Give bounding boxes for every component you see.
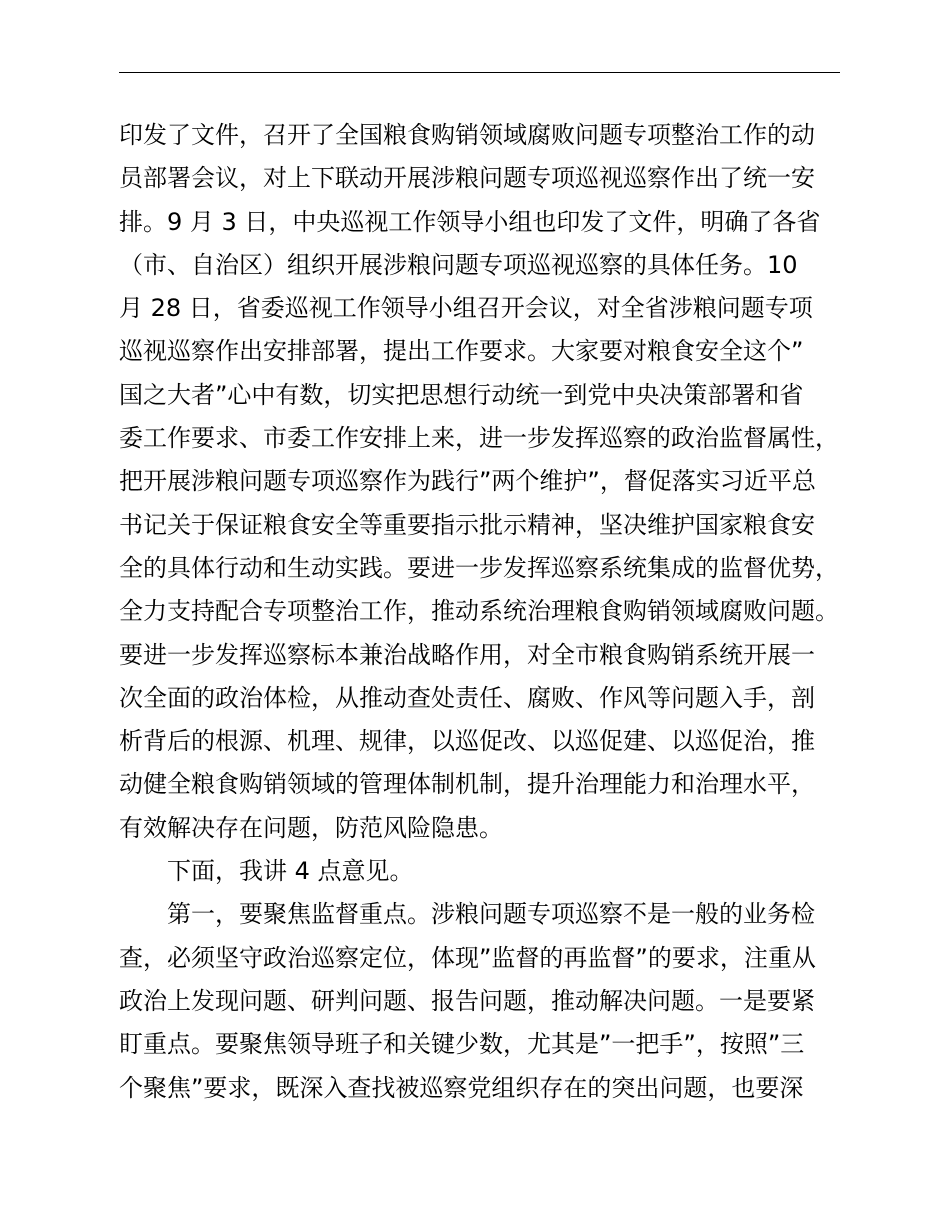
- text-line: 析背后的根源、机理、规律，以巡促改、以巡促建、以巡促治，推: [119, 727, 815, 756]
- document-body: [119, 114, 879, 1110]
- text-line: 全的具体行动和生动实践。要进一步发挥巡察系统集成的监督优势，: [119, 553, 839, 582]
- header-rule: [119, 72, 840, 73]
- text-line: 巡视巡察作出安排部署，提出工作要求。大家要对粮食安全这个”: [119, 337, 804, 366]
- text-line: 委工作要求、市委工作安排上来，进一步发挥巡察的政治监督属性，: [119, 424, 839, 453]
- text-line: 盯重点。要聚焦领导班子和关键少数，尤其是”一把手”，按照”三: [119, 1030, 805, 1059]
- text-line: 要进一步发挥巡察标本兼治战略作用，对全市粮食购销系统开展一: [119, 640, 815, 669]
- text-line: 书记关于保证粮食安全等重要指示批示精神，坚决维护国家粮食安: [119, 510, 815, 539]
- text-line: 下面，我讲 4 点意见。: [167, 857, 414, 886]
- text-line: 第一，要聚焦监督重点。涉粮问题专项巡察不是一般的业务检: [167, 900, 815, 929]
- text-line: 有效解决存在问题，防范风险隐患。: [119, 813, 503, 842]
- text-line: 国之大者”心中有数，切实把思想行动统一到党中央决策部署和省: [119, 380, 804, 409]
- text-line: 全力支持配合专项整治工作，推动系统治理粮食购销领域腐败问题。: [119, 597, 839, 626]
- text-line: 个聚焦”要求，既深入查找被巡察党组织存在的突出问题，也要深: [119, 1073, 804, 1102]
- text-line: 次全面的政治体检，从推动查处责任、腐败、作风等问题入手，剖: [119, 683, 815, 712]
- text-line: 政治上发现问题、研判问题、报告问题，推动解决问题。一是要紧: [119, 986, 815, 1015]
- text-line: 把开展涉粮问题专项巡察作为践行”两个维护”，督促落实习近平总: [119, 467, 816, 496]
- text-line: 动健全粮食购销领域的管理体制机制，提升治理能力和治理水平，: [119, 770, 815, 799]
- text-line: 员部署会议，对上下联动开展涉粮问题专项巡视巡察作出了统一安: [119, 164, 815, 193]
- text-line: 月 28 日，省委巡视工作领导小组召开会议，对全省涉粮问题专项: [119, 294, 813, 323]
- text-line: （市、自治区）组织开展涉粮问题专项巡视巡察的具体任务。10: [119, 250, 798, 279]
- text-line: 排。9 月 3 日，中央巡视工作领导小组也印发了文件，明确了各省: [119, 207, 821, 236]
- text-line: 查，必须坚守政治巡察定位，体现”监督的再监督”的要求，注重从: [119, 943, 816, 972]
- text-line: 印发了文件，召开了全国粮食购销领域腐败问题专项整治工作的动: [119, 121, 815, 149]
